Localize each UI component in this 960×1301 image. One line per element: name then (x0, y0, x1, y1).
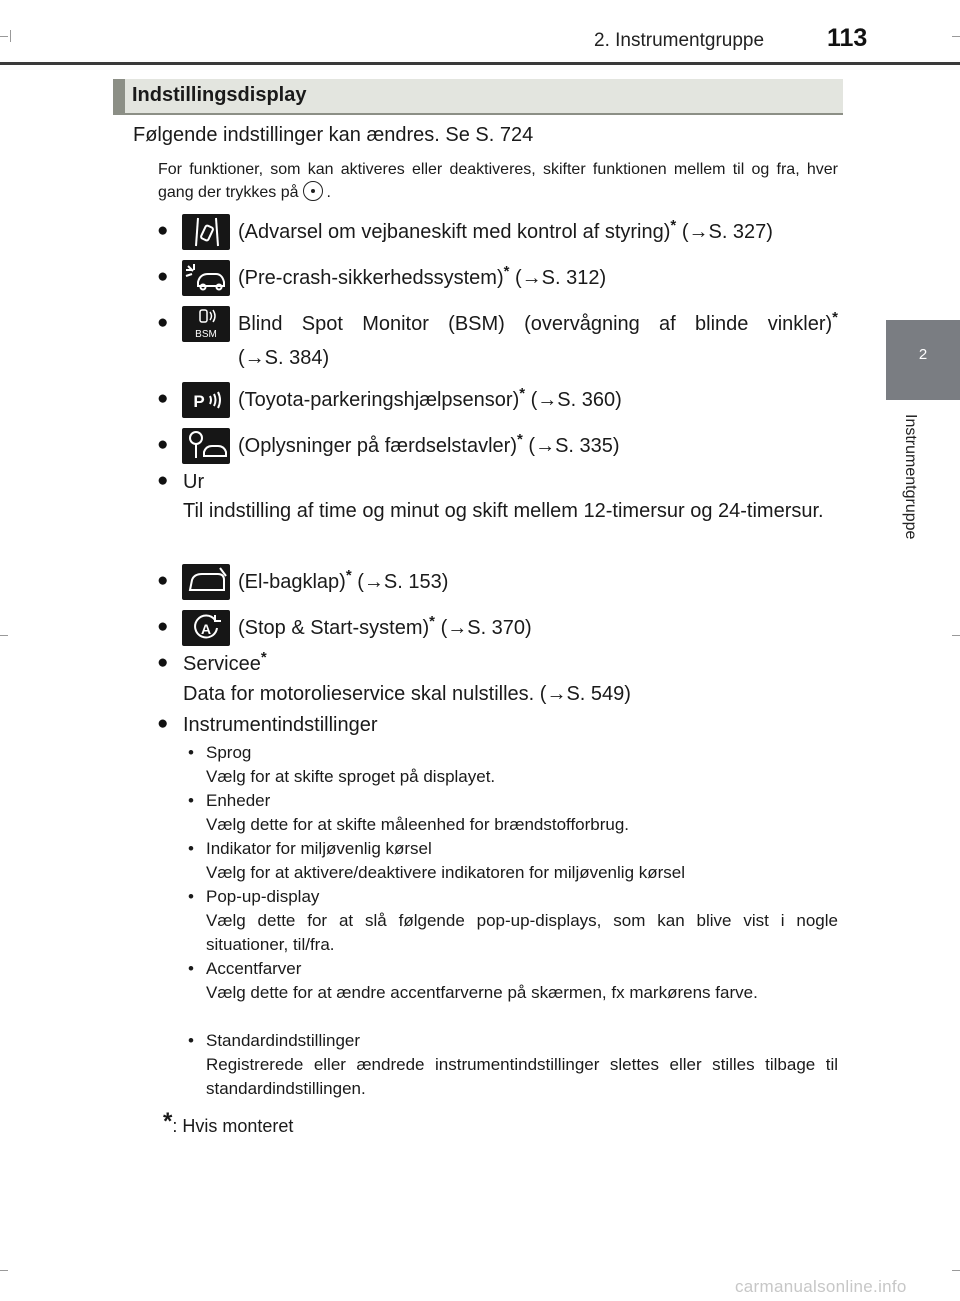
footnote-star: * (670, 217, 677, 234)
item-title: Ur (183, 471, 205, 493)
sub-item-description: Registrerede eller ændrede instrumentindstillinger slettes eller stilles tilbage til standardindstillingen. (206, 1055, 838, 1098)
page-reference-link[interactable]: (→S. 312) (515, 267, 607, 289)
section-title-bar (113, 79, 843, 113)
crop-mark (0, 36, 8, 37)
sub-item-description: Vælg dette for at slå følgende pop-up-displays, som kan blive vist i nogle situationer, til/fra. (206, 911, 838, 954)
page-reference-link[interactable]: (→S. 327) (681, 221, 773, 243)
item-text: (Stop & Start-system) (238, 617, 430, 639)
list-item (238, 386, 622, 414)
parking-sensor-icon (182, 382, 230, 418)
chapter-tab: 2 (886, 320, 960, 400)
note-before: For funktioner, som kan aktiveres eller deaktiveres, skifter funktionen mellem til og fra, hver gang der trykkes på (158, 161, 838, 201)
stop-start-icon (182, 610, 230, 646)
sub-item-title: Sprog (206, 743, 252, 762)
page-reference-link[interactable]: (→S. 360) (530, 389, 622, 411)
crop-mark (0, 1270, 8, 1271)
bullet: ● (157, 388, 169, 409)
item-title: Instrumentindstillinger (183, 714, 378, 736)
bullet: ● (157, 616, 169, 637)
page-number: 113 (827, 24, 868, 52)
list-item (183, 650, 267, 678)
sub-item-description: Vælg for at aktivere/deaktivere indikatoren for miljøvenlig kørsel (206, 863, 686, 882)
footnote-star: * (832, 309, 838, 326)
note-after: . (326, 184, 331, 201)
crop-mark (952, 635, 960, 636)
bullet: ● (157, 434, 169, 455)
list-item (238, 568, 448, 596)
footnote (163, 1108, 293, 1137)
sub-bullet: • (188, 839, 194, 858)
title-underline (113, 113, 843, 115)
footnote-star: * (519, 385, 526, 402)
item-title: Servicee (183, 653, 261, 675)
footnote-text: : Hvis monteret (172, 1116, 294, 1136)
sub-bullet: • (188, 743, 194, 762)
bsm-icon (182, 306, 230, 342)
list-item (238, 432, 620, 460)
intro-text: Følgende indstillinger kan ændres. Se S. 724 (133, 124, 534, 146)
bullet: ● (157, 312, 169, 333)
watermark: carmanualsonline.info (735, 1277, 907, 1296)
item-description: Til indstilling af time og minut og skift mellem 12-timersur og 24-timersur. (183, 500, 824, 522)
stop-start-icon-text: A (200, 621, 212, 637)
footnote-star: * (429, 613, 435, 630)
sub-bullet: • (188, 959, 194, 978)
sub-item-description: Vælg dette for at skifte måleenhed for brændstofforbrug. (206, 815, 630, 834)
item-text: (Advarsel om vejbaneskift med kontrol af styring) (238, 221, 671, 243)
page-reference-link[interactable]: (→S. 384) (238, 347, 330, 369)
road-sign-icon (182, 428, 230, 464)
item-text: (Oplysninger på færdselstavler) (238, 435, 517, 457)
chapter-tab-label (897, 414, 921, 724)
crop-mark (952, 36, 960, 37)
footnote-star: * (517, 431, 523, 448)
bullet: ● (157, 652, 169, 673)
bullet: ● (157, 220, 169, 241)
bsm-icon-text: BSM (195, 329, 217, 340)
item-text: (Toyota-parkeringshjælpsensor) (238, 389, 520, 411)
footnote-star: * (503, 263, 510, 280)
title-accent (113, 79, 125, 113)
page-reference-link[interactable]: (→S. 153) (357, 571, 449, 593)
page-reference-link[interactable]: (→S. 370) (440, 617, 532, 639)
note-text (158, 159, 838, 204)
chapter-tab-label-text: Instrumentgruppe (902, 414, 919, 540)
sub-item-title: Pop-up-display (206, 887, 320, 906)
bullet: ● (157, 570, 169, 591)
list-item (238, 264, 606, 292)
sub-item-description: Vælg for at skifte sproget på displayet. (206, 767, 496, 786)
sub-item-title: Standardindstillinger (206, 1031, 361, 1050)
sub-item-title: Accentfarver (206, 959, 302, 978)
sub-item-title: Enheder (206, 791, 271, 810)
crop-mark (952, 1270, 960, 1271)
item-description: Data for motorolieservice skal nulstilles. (→S. 549) (183, 683, 631, 705)
bullet: ● (157, 266, 169, 287)
pre-crash-icon (182, 260, 230, 296)
section-title: Indstillingsdisplay (132, 84, 307, 106)
page-reference-link[interactable]: (→S. 335) (528, 435, 620, 457)
parking-icon-text: P (193, 392, 205, 411)
power-back-door-icon (182, 564, 230, 600)
item-text: Blind Spot Monitor (BSM) (overvågning af blinde vinkler) (238, 313, 833, 335)
sub-bullet: • (188, 887, 194, 906)
crop-mark (10, 30, 11, 42)
item-text: (El-bagklap) (238, 571, 346, 593)
header-rule (0, 62, 960, 65)
select-button-icon (303, 181, 323, 201)
list-item (238, 614, 532, 642)
sub-item-description: Vælg dette for at ændre accentfarverne på skærmen, fx markørens farve. (206, 983, 758, 1002)
item-text: (Pre-crash-sikkerhedssystem) (238, 267, 504, 289)
sub-bullet: • (188, 1031, 194, 1050)
lane-departure-icon (182, 214, 230, 250)
bullet: ● (157, 470, 169, 491)
crop-mark (0, 635, 8, 636)
list-item (238, 218, 773, 246)
sub-bullet: • (188, 791, 194, 810)
header-section-title: 2. Instrumentgruppe (594, 30, 765, 51)
sub-item-title: Indikator for miljøvenlig kørsel (206, 839, 432, 858)
footnote-star: * (260, 649, 267, 666)
footnote-star: * (163, 1108, 173, 1135)
bullet: ● (157, 713, 169, 734)
footnote-star: * (345, 567, 352, 584)
list-item (238, 310, 838, 338)
